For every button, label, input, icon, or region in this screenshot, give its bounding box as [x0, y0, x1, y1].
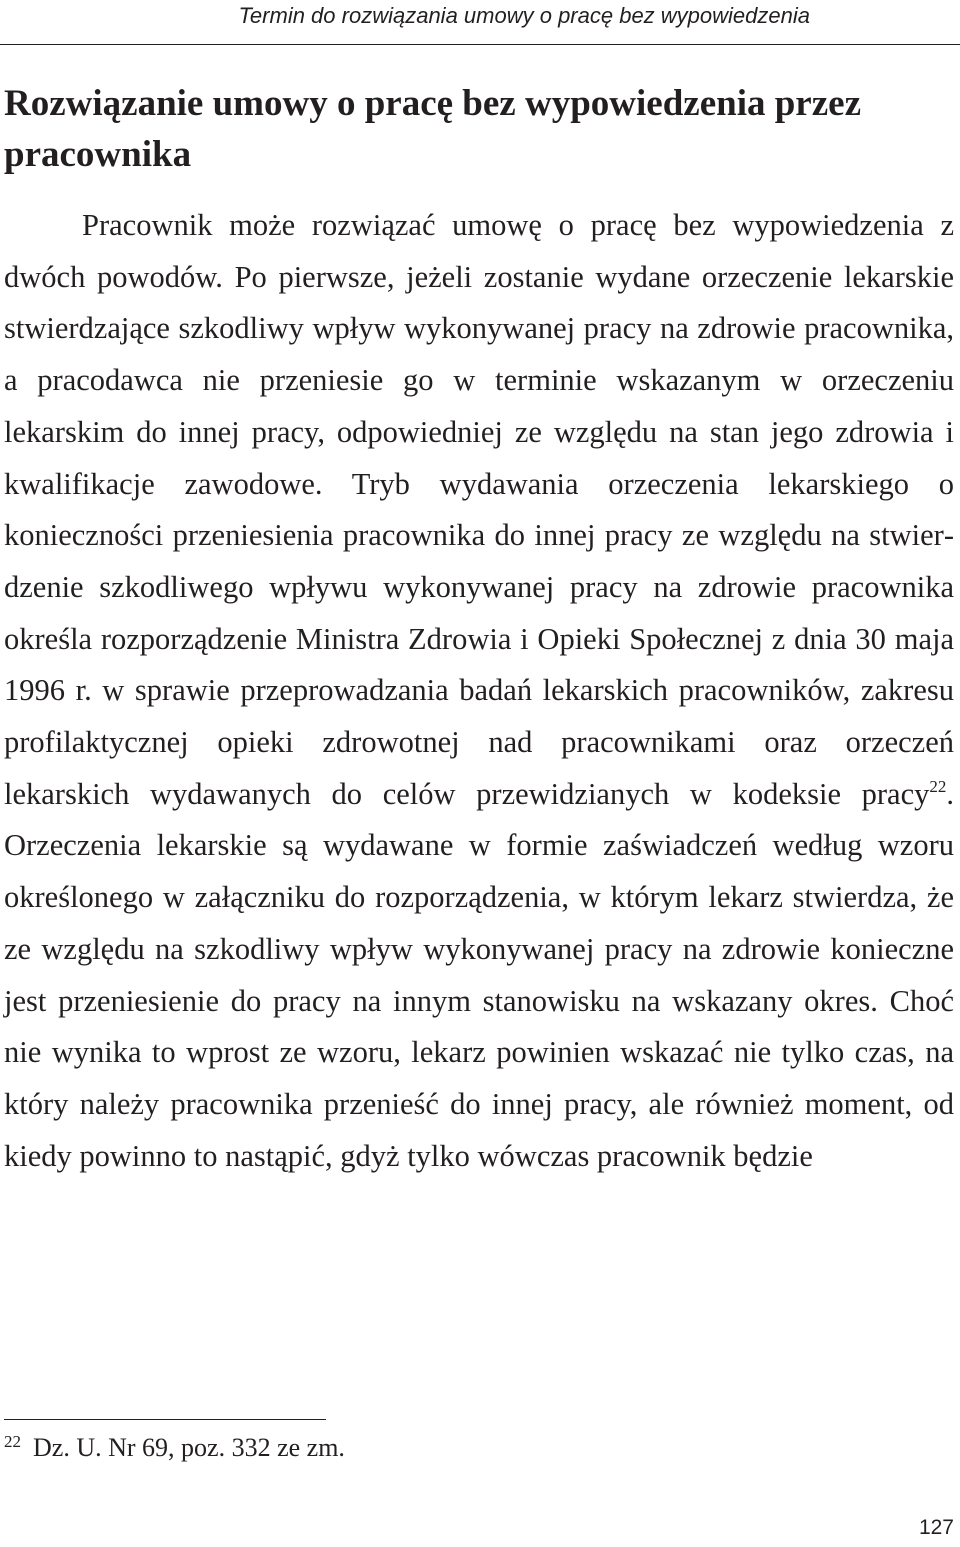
footnote-reference[interactable]: 22	[929, 776, 947, 796]
body-paragraph	[4, 200, 954, 1182]
footnote-divider	[4, 1419, 326, 1420]
body-text-part-1: Pracownik może rozwiązać umowę o pracę bez wypowiedzenia z dwóch powodów. Po pierwsze, jeżeli zostanie wydane orzeczenie lekarskie stwierdzające szkodliwy wpływ wykonywanej pracy na zdrowie pracownika, a pracodawca nie przeniesie go w terminie wskazanym w orzeczeniu lekarskim do innej pracy, odpowiedniej ze względu na stan jego zdrowia i kwalifikacje zawodowe. Tryb wydawania orzeczenia lekarskiego o konieczności przeniesienia pracownika do innej pracy ze względu na stwierdzenie szkodliwego wpływu wykonywanej pracy na zdrowie pracownika określa rozporządzenie Ministra Zdrowia i Opieki Społecznej z dnia 30 maja 1996 r. w sprawie przeprowadzania badań lekarskich pracowników, zakresu profilaktycznej opieki zdrowotnej nad pracownikami oraz orzeczeń lekarskich wydawanych do celów przewidzianych w kodeksie pracy	[4, 208, 954, 811]
running-header	[0, 0, 960, 45]
footnote	[4, 1430, 345, 1466]
footnote-text: Dz. U. Nr 69, poz. 332 ze zm.	[33, 1433, 345, 1462]
body-text-part-2: . Orzeczenia lekarskie są wydawane w formie zaświadczeń według wzoru określonego w załączniku do rozporządzenia, w którym lekarz stwierdza, że ze względu na szkodliwy wpływ wykonywanej pracy na zdrowie konieczne jest przeniesienie do pracy na innym stanowisku na wskazany okres. Choć nie wynika to wprost ze wzoru, lekarz powinien wskazać nie tylko czas, na który należy pracownika przenieść do innej pracy, ale również moment, od kiedy powinno to nastąpić, gdyż tylko wówczas pracownik będzie	[4, 776, 954, 1173]
section-title: Rozwiązanie umowy o pracę bez wypowiedzenia przez pracownika	[4, 83, 861, 175]
page-number: 127	[918, 1516, 954, 1539]
running-title: Termin do rozwiązania umowy o pracę bez wypowiedzenia	[238, 3, 810, 28]
footnote-number: 22	[4, 1432, 21, 1451]
